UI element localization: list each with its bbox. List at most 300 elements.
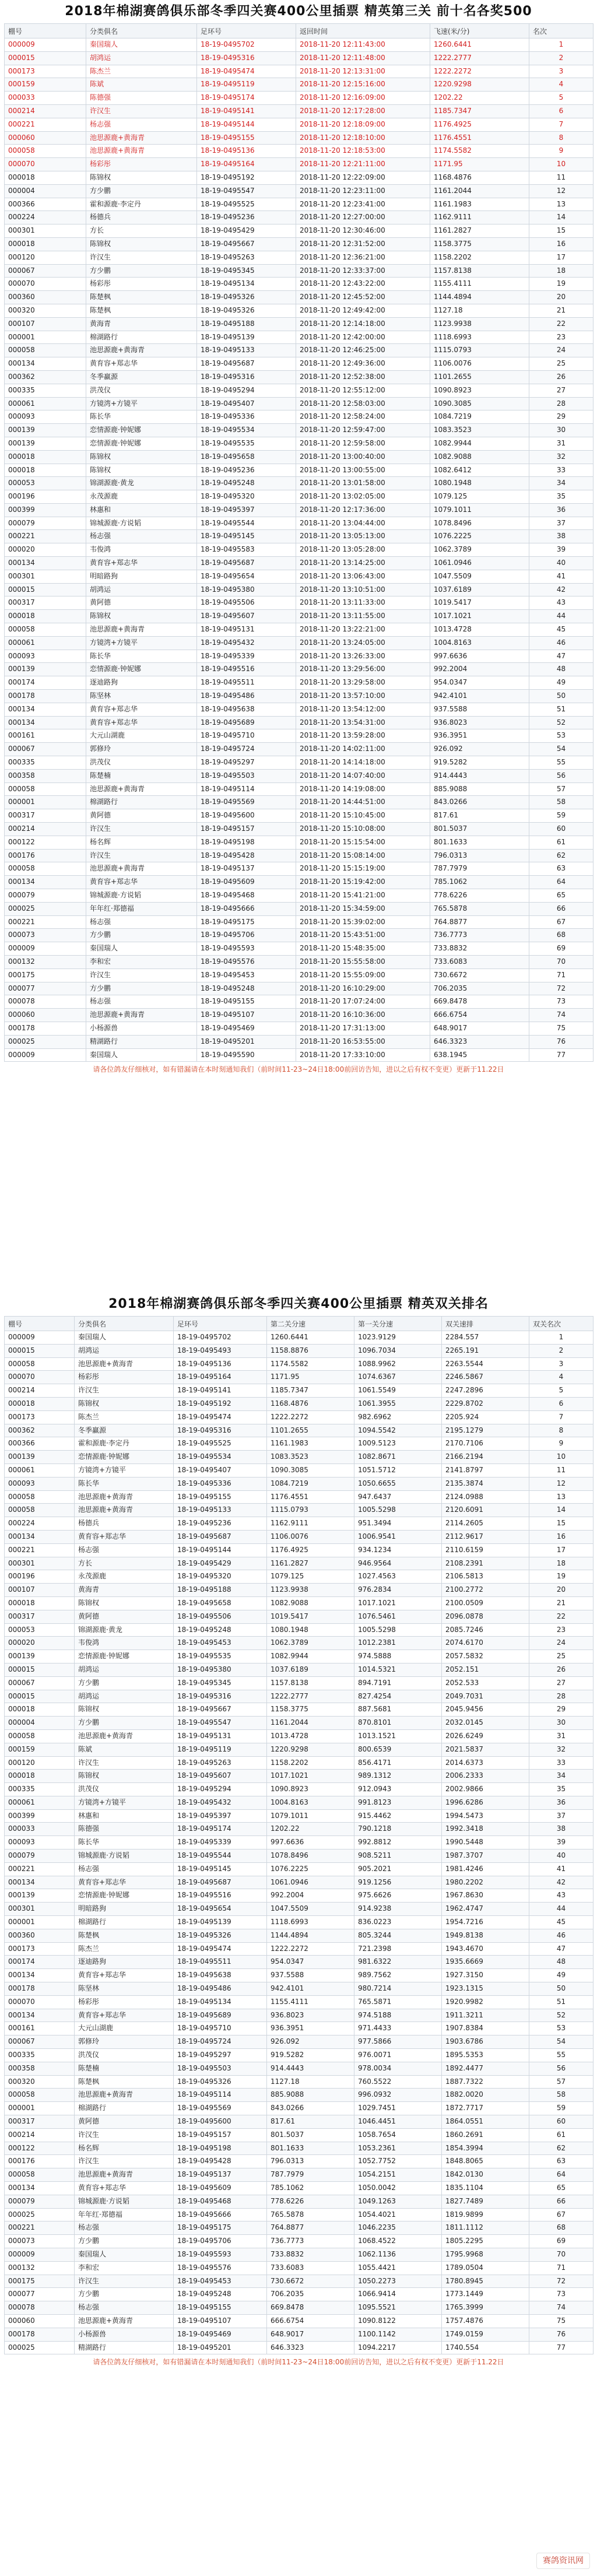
table-cell: 杨志强: [86, 915, 197, 929]
table-cell: 000161: [5, 729, 86, 743]
table-cell: 000159: [5, 1743, 75, 1756]
table-cell: 24: [529, 344, 594, 357]
table-cell: 73: [529, 2288, 594, 2301]
table-cell: 陈楚枫: [75, 1929, 174, 1942]
table-cell: 000067: [5, 1676, 75, 1690]
table-cell: 韦俊鸿: [86, 543, 197, 557]
table-cell: 34: [529, 477, 594, 490]
table-cell: 18-19-0495336: [174, 1477, 267, 1490]
table-cell: 1017.1021: [267, 1770, 354, 1783]
table-cell: 000009: [5, 2248, 75, 2261]
table-cell: 18-19-0495345: [197, 264, 296, 278]
table-cell: 锦城源鹿·方说韬: [75, 2195, 174, 2208]
table-cell: 17: [529, 251, 594, 264]
table-cell: 76: [529, 2328, 594, 2341]
table-cell: 1078.8496: [430, 517, 529, 530]
table-cell: 18-19-0495710: [174, 2022, 267, 2035]
table-cell: 000018: [5, 464, 86, 477]
table-cell: 45: [529, 623, 594, 637]
table-cell: 陈楚楠: [75, 2062, 174, 2075]
table-cell: 000122: [5, 2142, 75, 2155]
table-cell: 706.2035: [267, 2288, 354, 2301]
table-cell: 000079: [5, 889, 86, 903]
table-cell: 000107: [5, 317, 86, 331]
table-cell: 18-19-0495236: [197, 211, 296, 224]
table-cell: 954.0347: [430, 676, 529, 690]
table-cell: 2124.0988: [442, 1490, 529, 1504]
table-cell: 18-19-0495320: [174, 1570, 267, 1584]
table-cell: 000214: [5, 104, 86, 118]
table-row: [5, 104, 594, 118]
table-row: [5, 317, 594, 331]
table-row: [5, 2301, 594, 2315]
table-cell: 000058: [5, 344, 86, 357]
double-ranking-table-body: [5, 1331, 594, 2354]
table-cell: 2018-11-20 12:22:09:00: [296, 171, 430, 184]
table-cell: 646.3323: [267, 2341, 354, 2354]
table-cell: 000058: [5, 2168, 75, 2182]
table-cell: 方少鹏: [86, 264, 197, 278]
table-cell: 方少鹏: [75, 1717, 174, 1730]
table-cell: 6: [529, 104, 594, 118]
table-cell: 18-19-0495236: [197, 464, 296, 477]
table-cell: 1101.2655: [430, 370, 529, 384]
table-cell: 989.7562: [354, 1969, 442, 1982]
table-cell: 44: [529, 610, 594, 623]
table-cell: 1090.3085: [430, 397, 529, 410]
table-cell: 陈长华: [75, 1836, 174, 1849]
table-cell: 669.8478: [267, 2301, 354, 2315]
table-cell: 黄阿德: [86, 809, 197, 823]
table-cell: 许汉生: [86, 849, 197, 862]
table-cell: 1051.5712: [354, 1464, 442, 1477]
table-cell: 杨德兵: [86, 211, 197, 224]
table-row: [5, 477, 594, 490]
table-cell: 43: [529, 1889, 594, 1903]
table-cell: 000058: [5, 623, 86, 637]
table-cell: 2018-11-20 12:27:00:00: [296, 211, 430, 224]
table-cell: 18-19-0495706: [197, 929, 296, 942]
table-cell: 47: [529, 650, 594, 663]
table-cell: 733.8832: [430, 942, 529, 956]
table-cell: 800.6539: [354, 1743, 442, 1756]
table-cell: 20: [529, 1584, 594, 1597]
table-cell: 恋情源鹿·钟妮娜: [86, 663, 197, 676]
table-cell: 000301: [5, 1903, 75, 1916]
table-row: [5, 1344, 594, 1357]
table-cell: 000362: [5, 1424, 75, 1437]
table-cell: 000070: [5, 278, 86, 291]
table-cell: 陈锦权: [86, 464, 197, 477]
table-cell: 18-19-0495201: [197, 1035, 296, 1048]
table-row: [5, 1956, 594, 1969]
table-row: [5, 782, 594, 796]
table-cell: 18-19-0495511: [197, 676, 296, 690]
table-cell: 18-19-0495175: [174, 2221, 267, 2235]
table-cell: 1903.6786: [442, 2035, 529, 2049]
table-cell: 000214: [5, 2128, 75, 2142]
table-cell: 18-19-0495380: [174, 1663, 267, 1676]
table-cell: 2018-11-20 13:01:58:00: [296, 477, 430, 490]
table-cell: 18-19-0495145: [174, 1862, 267, 1876]
table-cell: 72: [529, 2275, 594, 2288]
table-cell: 1842.0130: [442, 2168, 529, 2182]
table-cell: 52: [529, 2009, 594, 2022]
table-cell: 41: [529, 1862, 594, 1876]
table-cell: 1854.3994: [442, 2142, 529, 2155]
table-cell: 2018-11-20 12:11:43:00: [296, 38, 430, 52]
table-cell: 18-19-0495547: [174, 1717, 267, 1730]
table-cell: 61: [529, 836, 594, 849]
table-cell: 1106.0076: [267, 1530, 354, 1543]
table-cell: 000001: [5, 2102, 75, 2115]
table-row: [5, 1809, 594, 1823]
table-cell: 18-19-0495141: [174, 1384, 267, 1398]
stage3-footer-note: 请各位鸽友仔细核对，如有错漏请在本时刻通知我们（前时间11-23~24日18:00前回访告知，进以之后有权不变更）更新于11.22日: [0, 1062, 597, 1077]
table-cell: 池思源鹿+黄海青: [86, 782, 197, 796]
table-cell: 2195.1279: [442, 1424, 529, 1437]
table-cell: 秦国瑞人: [75, 2248, 174, 2261]
table-cell: 53: [529, 729, 594, 743]
table-cell: 18-19-0495294: [174, 1783, 267, 1796]
table-cell: 陈斌: [86, 78, 197, 92]
table-cell: 陈德强: [75, 1823, 174, 1836]
table-cell: 796.0313: [267, 2155, 354, 2168]
table-cell: 18-19-0495297: [174, 2049, 267, 2062]
table-cell: 2018-11-20 16:10:29:00: [296, 982, 430, 995]
table-cell: 18-19-0495547: [197, 184, 296, 198]
table-cell: 18-19-0495544: [197, 517, 296, 530]
table-cell: 1895.5353: [442, 2049, 529, 2062]
table-cell: 1222.2272: [267, 1410, 354, 1424]
table-cell: 000001: [5, 331, 86, 344]
table-row: [5, 2142, 594, 2155]
table-cell: 杨志强: [75, 2301, 174, 2315]
table-cell: 1090.8122: [354, 2314, 442, 2328]
stage3-title: 2018年棉湖赛鸽俱乐部冬季四关赛400公里插票 精英第三关 前十名各奖500: [65, 4, 532, 19]
table-cell: 905.2021: [354, 1862, 442, 1876]
table-cell: 陈杰兰: [75, 1942, 174, 1956]
table-cell: 1757.4876: [442, 2314, 529, 2328]
table-cell: 18-19-0495137: [174, 2168, 267, 2182]
table-cell: 1848.8065: [442, 2155, 529, 2168]
table-cell: 1115.0793: [267, 1504, 354, 1517]
table-cell: 棉湖路行: [86, 796, 197, 809]
table-cell: 黄育容+郑志华: [86, 703, 197, 716]
table-row: [5, 836, 594, 849]
table-row: [5, 823, 594, 836]
table-cell: 9: [529, 145, 594, 158]
table-row: [5, 968, 594, 982]
table-row: [5, 1530, 594, 1543]
table-cell: 000060: [5, 2314, 75, 2328]
table-cell: 2018-11-20 12:55:12:00: [296, 384, 430, 397]
table-row: [5, 264, 594, 278]
table-cell: 2018-11-20 12:36:21:00: [296, 251, 430, 264]
table-cell: 陈坚林: [86, 690, 197, 703]
table-cell: 5: [529, 1384, 594, 1398]
table-cell: 18-19-0495336: [197, 410, 296, 424]
table-cell: 2018-11-20 17:31:13:00: [296, 1022, 430, 1035]
table-cell: 2014.6373: [442, 1756, 529, 1770]
table-cell: 1080.1948: [267, 1623, 354, 1637]
table-row: [5, 2221, 594, 2235]
table-cell: 77: [529, 2341, 594, 2354]
table-row: [5, 1796, 594, 1809]
table-cell: 40: [529, 557, 594, 570]
table-cell: 1076.2225: [430, 530, 529, 543]
table-cell: 18-19-0495706: [174, 2235, 267, 2248]
table-cell: 2018-11-20 13:59:28:00: [296, 729, 430, 743]
table-cell: 黄育容+郑志华: [86, 357, 197, 371]
table-cell: 1047.5509: [430, 570, 529, 583]
table-cell: 778.6226: [430, 889, 529, 903]
table-cell: 000060: [5, 1009, 86, 1022]
table-cell: 28: [529, 1690, 594, 1703]
table-cell: 池思源鹿+黄海青: [75, 1357, 174, 1371]
table-row: [5, 1397, 594, 1410]
table-cell: 000060: [5, 131, 86, 145]
table-cell: 1096.7034: [354, 1344, 442, 1357]
table-cell: 李和宏: [75, 2261, 174, 2275]
table-cell: 000004: [5, 1717, 75, 1730]
table-cell: 2018-11-20 12:21:11:00: [296, 158, 430, 171]
table-cell: 2018-11-20 13:05:28:00: [296, 543, 430, 557]
table-cell: 2006.2333: [442, 1770, 529, 1783]
table-cell: 1949.8138: [442, 1929, 529, 1942]
table-cell: 18-19-0495345: [174, 1676, 267, 1690]
table-row: [5, 716, 594, 729]
table-cell: 2018-11-20 12:58:24:00: [296, 410, 430, 424]
table-cell: 18-19-0495453: [174, 1637, 267, 1650]
table-cell: 1260.6441: [267, 1331, 354, 1345]
table-row: [5, 397, 594, 410]
table-cell: 764.8877: [267, 2221, 354, 2235]
table-cell: 陈楚枫: [86, 291, 197, 304]
table-cell: 765.5871: [354, 1995, 442, 2009]
table-cell: 1765.3999: [442, 2301, 529, 2315]
table-row: [5, 278, 594, 291]
table-cell: 18-19-0495397: [174, 1809, 267, 1823]
table-cell: 1013.4728: [267, 1729, 354, 1743]
table-cell: 976.2834: [354, 1584, 442, 1597]
header-ring: 足环号: [197, 24, 296, 38]
table-cell: 000018: [5, 1703, 75, 1717]
table-cell: 1907.8384: [442, 2022, 529, 2035]
table-cell: 000335: [5, 1783, 75, 1796]
table-cell: 000015: [5, 1663, 75, 1676]
table-cell: 1: [529, 38, 594, 52]
table-cell: 陈锦权: [86, 237, 197, 251]
table-row: [5, 2288, 594, 2301]
table-cell: 887.5681: [354, 1703, 442, 1717]
table-row: [5, 557, 594, 570]
table-row: [5, 756, 594, 770]
table-cell: 1161.2044: [267, 1717, 354, 1730]
table-cell: 1864.0551: [442, 2115, 529, 2129]
table-cell: 1185.7347: [267, 1384, 354, 1398]
table-cell: 2018-11-20 15:15:19:00: [296, 862, 430, 876]
table-cell: 43: [529, 596, 594, 610]
table-cell: 18-19-0495339: [174, 1836, 267, 1849]
table-cell: 1920.9982: [442, 1995, 529, 2009]
table-row: [5, 92, 594, 105]
table-cell: 978.0034: [354, 2062, 442, 2075]
table-cell: 2205.924: [442, 1410, 529, 1424]
table-cell: 14: [529, 211, 594, 224]
table-row: [5, 1823, 594, 1836]
table-cell: 975.6626: [354, 1889, 442, 1903]
table-cell: 1084.7219: [267, 1477, 354, 1490]
table-cell: 2052.533: [442, 1676, 529, 1690]
table-cell: 000134: [5, 703, 86, 716]
table-cell: 785.1062: [267, 2182, 354, 2195]
table-cell: 33: [529, 1756, 594, 1770]
table-row: [5, 2022, 594, 2035]
table-cell: 000134: [5, 2009, 75, 2022]
table-cell: 000221: [5, 1862, 75, 1876]
table-cell: 32: [529, 450, 594, 464]
table-cell: 000058: [5, 1490, 75, 1504]
table-cell: 000221: [5, 915, 86, 929]
table-cell: 1773.1449: [442, 2288, 529, 2301]
table-row: [5, 862, 594, 876]
table-cell: 1082.9088: [267, 1596, 354, 1610]
table-row: [5, 503, 594, 517]
table-cell: 26: [529, 370, 594, 384]
double-ranking-footer-note: 请各位鸽友仔细核对，如有错漏请在本时刻通知我们（前时间11-23~24日18:00前回访告知，进以之后有权不变更）更新于11.22日: [0, 2354, 597, 2370]
table-cell: 胡鸿运: [75, 1690, 174, 1703]
table-cell: 937.5588: [267, 1969, 354, 1982]
table-cell: 31: [529, 1729, 594, 1743]
table-cell: 000221: [5, 530, 86, 543]
table-row: [5, 690, 594, 703]
table-cell: 2018-11-20 12:30:46:00: [296, 224, 430, 238]
table-cell: 74: [529, 2301, 594, 2315]
table-row: [5, 490, 594, 504]
table-cell: 2026.6249: [442, 1729, 529, 1743]
table-cell: 18-19-0495654: [197, 570, 296, 583]
table-row: [5, 1637, 594, 1650]
table-cell: 18-19-0495136: [174, 1357, 267, 1371]
table-cell: 843.0266: [430, 796, 529, 809]
table-cell: 18-19-0495164: [197, 158, 296, 171]
table-cell: 秦国瑞人: [86, 1048, 197, 1062]
table-cell: 736.7773: [267, 2235, 354, 2248]
table-cell: 18-19-0495432: [197, 636, 296, 650]
table-cell: 2018-11-20 13:02:05:00: [296, 490, 430, 504]
table-cell: 1162.9111: [267, 1517, 354, 1531]
table-cell: 18-19-0495198: [197, 836, 296, 849]
table-row: [5, 2208, 594, 2221]
table-cell: 1082.9944: [430, 437, 529, 450]
table-row: [5, 596, 594, 610]
table-cell: 48: [529, 663, 594, 676]
table-cell: 000001: [5, 1916, 75, 1929]
table-cell: 000173: [5, 1942, 75, 1956]
table-cell: 2052.151: [442, 1663, 529, 1676]
table-cell: 18-19-0495607: [174, 1770, 267, 1783]
table-cell: 32: [529, 1743, 594, 1756]
table-cell: 46: [529, 636, 594, 650]
table-cell: 35: [529, 1783, 594, 1796]
table-cell: 18-19-0495407: [197, 397, 296, 410]
table-row: [5, 304, 594, 317]
table-row: [5, 610, 594, 623]
table-cell: 1935.6669: [442, 1956, 529, 1969]
table-cell: 000077: [5, 982, 86, 995]
table-cell: 2110.6159: [442, 1543, 529, 1557]
table-cell: 70: [529, 2248, 594, 2261]
table-cell: 18-19-0495136: [197, 145, 296, 158]
table-cell: 1115.0793: [430, 344, 529, 357]
table-cell: 000025: [5, 1035, 86, 1048]
table-row: [5, 915, 594, 929]
table-cell: 18-19-0495576: [197, 955, 296, 968]
table-cell: 981.6322: [354, 1956, 442, 1969]
table-row: [5, 78, 594, 92]
table-cell: 1911.3211: [442, 2009, 529, 2022]
table-cell: 59: [529, 809, 594, 823]
table-cell: 000078: [5, 995, 86, 1009]
table-cell: 000178: [5, 1982, 75, 1996]
table-row: [5, 171, 594, 184]
table-cell: 1155.4111: [430, 278, 529, 291]
table-row: [5, 743, 594, 756]
table-cell: 25: [529, 1650, 594, 1663]
table-cell: 2018-11-20 13:06:43:00: [296, 570, 430, 583]
table-cell: 胡鸿运: [86, 51, 197, 65]
table-cell: 1157.8138: [267, 1676, 354, 1690]
table-cell: 1083.3523: [267, 1451, 354, 1464]
table-cell: 18-19-0495474: [174, 1942, 267, 1956]
table-cell: 805.3244: [354, 1929, 442, 1942]
table-row: [5, 1717, 594, 1730]
table-cell: 18-19-0495689: [197, 716, 296, 729]
table-row: [5, 1009, 594, 1022]
table-cell: 000335: [5, 384, 86, 397]
table-cell: 18-19-0495503: [197, 769, 296, 782]
table-cell: 1088.9962: [354, 1357, 442, 1371]
table-cell: 2: [529, 1344, 594, 1357]
table-cell: 18-19-0495144: [174, 1543, 267, 1557]
table-cell: 000004: [5, 184, 86, 198]
table-cell: 638.1945: [430, 1048, 529, 1062]
table-cell: 48: [529, 1956, 594, 1969]
table-cell: 许汉生: [75, 2275, 174, 2288]
table-cell: 000139: [5, 424, 86, 437]
table-cell: 000178: [5, 690, 86, 703]
table-cell: 885.9088: [430, 782, 529, 796]
table-cell: 000317: [5, 2115, 75, 2129]
table-cell: 黄育容+郑志华: [75, 1530, 174, 1543]
table-cell: 51: [529, 703, 594, 716]
table-cell: 锦城源鹿·方说韬: [86, 889, 197, 903]
table-cell: 1106.0076: [430, 357, 529, 371]
table-cell: 郭修玲: [75, 2035, 174, 2049]
header-return-time: 返回时间: [296, 24, 430, 38]
table-row: [5, 2009, 594, 2022]
table-cell: 721.2398: [354, 1942, 442, 1956]
table-cell: 1155.4111: [267, 1995, 354, 2009]
table-cell: 2049.7031: [442, 1690, 529, 1703]
table-cell: 000159: [5, 78, 86, 92]
table-cell: 2018-11-20 12:52:38:00: [296, 370, 430, 384]
table-cell: 000018: [5, 1770, 75, 1783]
table-cell: 方镜湾+方镜平: [75, 1464, 174, 1477]
table-cell: 1062.3789: [430, 543, 529, 557]
table-cell: 18-19-0495248: [174, 1623, 267, 1637]
